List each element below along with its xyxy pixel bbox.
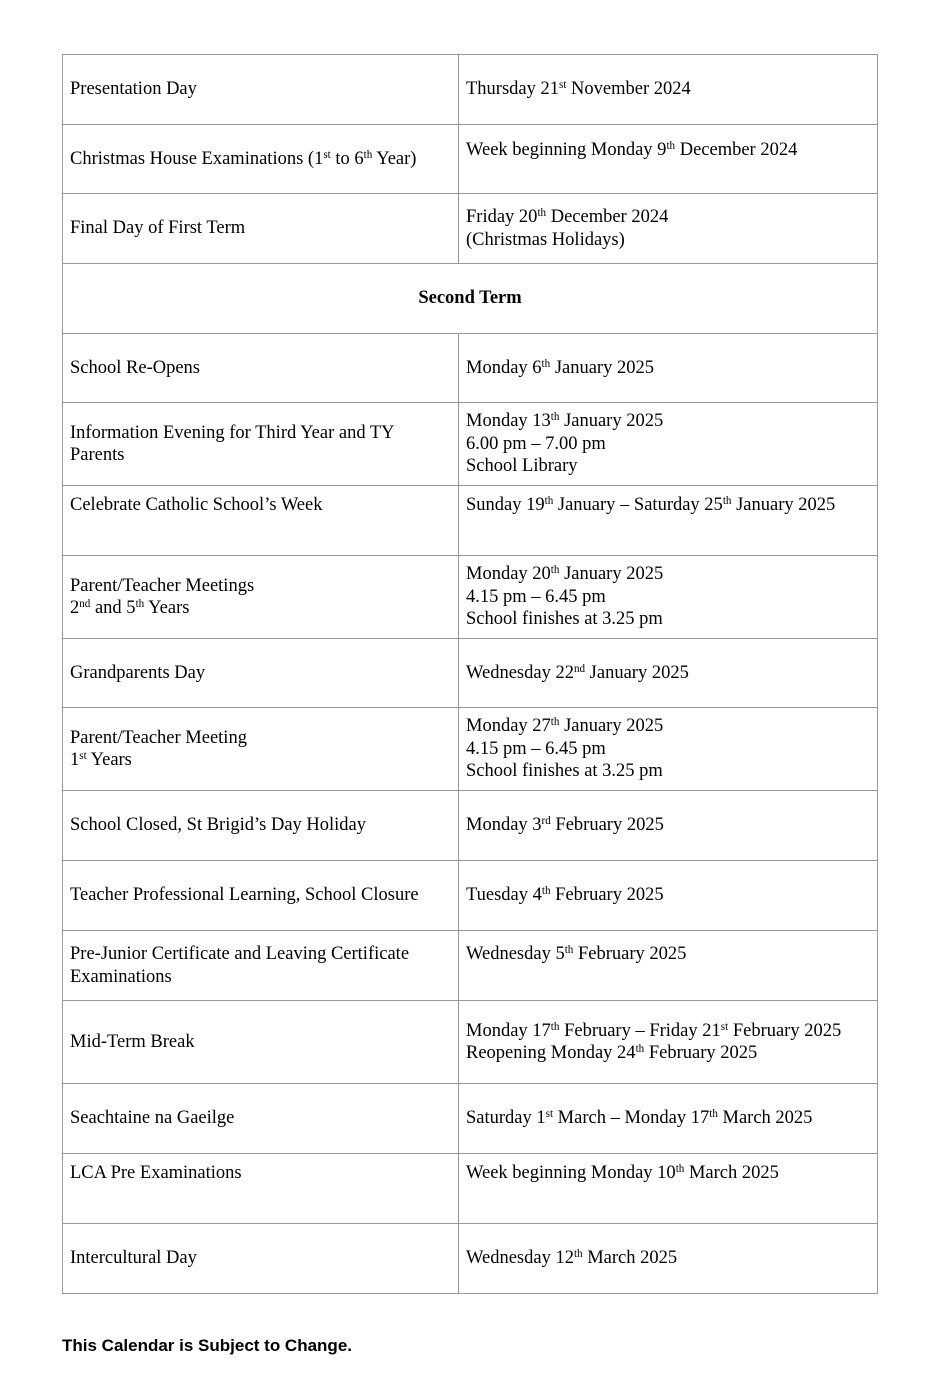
ordinal-suffix: th bbox=[550, 564, 560, 577]
event-cell bbox=[63, 791, 459, 861]
event-text: Pre-Junior Certificate and Leaving Certificate Examinations bbox=[70, 944, 410, 987]
ordinal-suffix: th bbox=[675, 1162, 685, 1175]
table-row bbox=[63, 931, 878, 1001]
event-cell bbox=[63, 556, 459, 639]
date-text: Thursday 21st November 2024 bbox=[466, 79, 691, 100]
date-text: Reopening Monday 24th February 2025 bbox=[466, 1042, 758, 1063]
event-cell bbox=[63, 1154, 459, 1224]
date-cell bbox=[459, 334, 878, 403]
event-text: Christmas House Examinations (1st to 6th Year) bbox=[70, 148, 417, 169]
date-text: Week beginning Monday 9th December 2024 bbox=[466, 139, 798, 160]
table-row bbox=[63, 556, 878, 639]
ordinal-suffix: th bbox=[541, 357, 551, 370]
event-cell bbox=[63, 403, 459, 486]
event-cell bbox=[63, 639, 459, 708]
event-text: Parent/Teacher Meeting bbox=[70, 727, 247, 748]
event-text: Teacher Professional Learning, School Closure bbox=[70, 885, 419, 906]
ordinal-suffix: st bbox=[720, 1020, 729, 1033]
table-row bbox=[63, 1084, 878, 1154]
event-text: Seachtaine na Gaeilge bbox=[70, 1108, 235, 1129]
date-cell bbox=[459, 194, 878, 264]
event-text: LCA Pre Examinations bbox=[70, 1163, 242, 1183]
date-text: Wednesday 12th March 2025 bbox=[466, 1248, 678, 1269]
date-text: Monday 20th January 2025 bbox=[466, 564, 664, 585]
date-cell bbox=[459, 639, 878, 708]
date-text: 4.15 pm – 6.45 pm bbox=[466, 586, 606, 607]
ordinal-suffix: th bbox=[573, 1248, 583, 1261]
event-text: Information Evening for Third Year and TY Parents bbox=[70, 422, 394, 465]
ordinal-suffix: th bbox=[666, 139, 676, 152]
event-cell bbox=[63, 861, 459, 931]
date-cell bbox=[459, 861, 878, 931]
table-row bbox=[63, 1224, 878, 1294]
event-cell bbox=[63, 708, 459, 791]
table-row bbox=[63, 1154, 878, 1224]
date-text: School finishes at 3.25 pm bbox=[466, 609, 663, 630]
event-text: 2nd and 5th Years bbox=[70, 597, 190, 618]
event-text: Grandparents Day bbox=[70, 662, 206, 683]
date-cell bbox=[459, 1001, 878, 1084]
date-text: 4.15 pm – 6.45 pm bbox=[466, 738, 606, 759]
ordinal-suffix: th bbox=[135, 597, 145, 610]
event-text: School Re-Opens bbox=[70, 357, 200, 378]
date-cell bbox=[459, 55, 878, 125]
event-cell bbox=[63, 486, 459, 556]
date-text: Monday 6th January 2025 bbox=[466, 357, 654, 378]
event-text: Celebrate Catholic School’s Week bbox=[70, 495, 323, 515]
date-text: Wednesday 22nd January 2025 bbox=[466, 662, 689, 683]
event-text: Parent/Teacher Meetings bbox=[70, 575, 255, 596]
ordinal-suffix: th bbox=[635, 1042, 645, 1055]
table-row bbox=[63, 125, 878, 194]
date-cell bbox=[459, 931, 878, 1001]
event-cell bbox=[63, 334, 459, 403]
table-row bbox=[63, 708, 878, 791]
ordinal-suffix: st bbox=[559, 79, 567, 92]
event-text: Mid-Term Break bbox=[70, 1031, 195, 1052]
event-text: Final Day of First Term bbox=[70, 218, 246, 239]
ordinal-suffix: st bbox=[323, 148, 331, 161]
date-text: Week beginning Monday 10th March 2025 bbox=[466, 1162, 779, 1183]
table-row bbox=[63, 639, 878, 708]
date-cell bbox=[459, 1224, 878, 1294]
date-text: Monday 3rd February 2025 bbox=[466, 815, 664, 836]
ordinal-suffix: th bbox=[709, 1108, 718, 1121]
ordinal-suffix: st bbox=[545, 1108, 554, 1121]
date-text: Sunday 19th January – Saturday 25th January 2025 bbox=[466, 494, 836, 515]
date-cell bbox=[459, 125, 878, 194]
table-row bbox=[63, 334, 878, 403]
date-text: (Christmas Holidays) bbox=[466, 229, 625, 250]
calendar-table bbox=[62, 54, 878, 1294]
event-cell bbox=[63, 55, 459, 125]
date-cell bbox=[459, 708, 878, 791]
table-row bbox=[63, 861, 878, 931]
event-cell bbox=[63, 1001, 459, 1084]
date-cell bbox=[459, 486, 878, 556]
date-cell bbox=[459, 791, 878, 861]
event-cell bbox=[63, 1224, 459, 1294]
date-text: School finishes at 3.25 pm bbox=[466, 761, 663, 782]
date-text: 6.00 pm – 7.00 pm bbox=[466, 433, 606, 454]
calendar-disclaimer: This Calendar is Subject to Change. bbox=[62, 1336, 352, 1355]
date-text: Monday 27th January 2025 bbox=[466, 716, 664, 737]
table-row bbox=[63, 403, 878, 486]
section-heading-row bbox=[63, 264, 878, 334]
event-cell bbox=[63, 194, 459, 264]
ordinal-suffix: th bbox=[550, 716, 560, 729]
date-text: Monday 13th January 2025 bbox=[466, 411, 664, 432]
ordinal-suffix: nd bbox=[573, 662, 586, 675]
ordinal-suffix: st bbox=[79, 749, 87, 762]
ordinal-suffix: th bbox=[363, 148, 373, 161]
event-cell bbox=[63, 125, 459, 194]
table-row bbox=[63, 486, 878, 556]
ordinal-suffix: th bbox=[722, 494, 732, 507]
ordinal-suffix: th bbox=[550, 411, 560, 424]
date-text: Wednesday 5th February 2025 bbox=[466, 943, 687, 964]
event-cell bbox=[63, 931, 459, 1001]
event-cell bbox=[63, 1084, 459, 1154]
table-row bbox=[63, 194, 878, 264]
date-cell bbox=[459, 1154, 878, 1224]
table-row bbox=[63, 1001, 878, 1084]
ordinal-suffix: nd bbox=[79, 597, 91, 610]
event-text: Presentation Day bbox=[70, 79, 197, 100]
ordinal-suffix: th bbox=[537, 206, 547, 219]
ordinal-suffix: th bbox=[544, 494, 554, 507]
ordinal-suffix: th bbox=[541, 885, 551, 898]
ordinal-suffix: th bbox=[564, 943, 574, 956]
date-text: Friday 20th December 2024 bbox=[466, 206, 669, 227]
date-text: School Library bbox=[466, 456, 578, 477]
section-heading: Second Term bbox=[63, 264, 878, 334]
calendar-table-body bbox=[63, 55, 878, 1294]
date-cell bbox=[459, 556, 878, 639]
event-text: 1st Years bbox=[70, 749, 132, 770]
table-row bbox=[63, 55, 878, 125]
date-text: Tuesday 4th February 2025 bbox=[466, 885, 664, 906]
ordinal-suffix: rd bbox=[541, 815, 551, 828]
date-cell bbox=[459, 1084, 878, 1154]
date-text: Monday 17th February – Friday 21st February 2025 bbox=[466, 1020, 842, 1041]
table-row bbox=[63, 791, 878, 861]
ordinal-suffix: th bbox=[550, 1020, 560, 1033]
event-text: Intercultural Day bbox=[70, 1248, 197, 1269]
date-cell bbox=[459, 403, 878, 486]
event-text: School Closed, St Brigid’s Day Holiday bbox=[70, 815, 366, 836]
date-text: Saturday 1st March – Monday 17th March 2025 bbox=[466, 1108, 813, 1129]
